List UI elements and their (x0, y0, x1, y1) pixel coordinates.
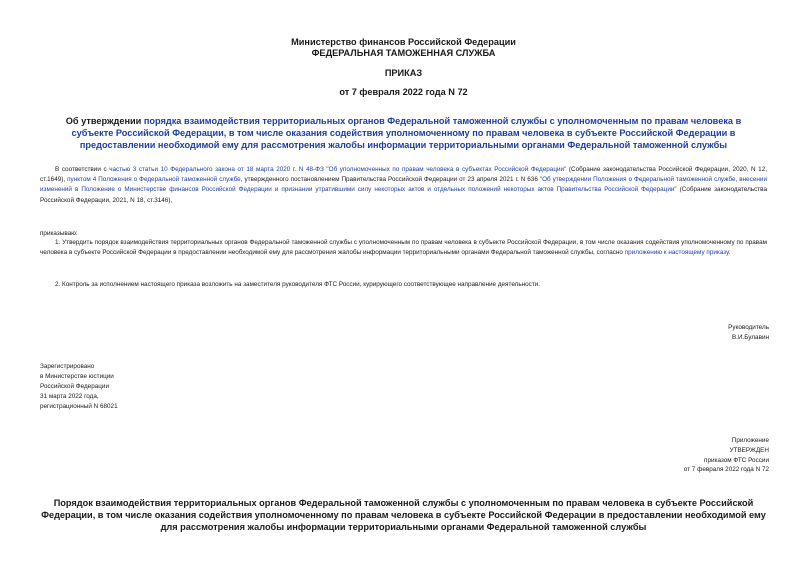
signature-block (728, 323, 769, 342)
order-item-1 (40, 238, 767, 258)
preamble-paragraph (40, 165, 767, 206)
registration-line: Российской Федерации (40, 383, 109, 390)
item-1-end: . (728, 249, 731, 257)
order-title (46, 115, 761, 152)
registration-line: 31 марта 2022 года, (40, 393, 99, 400)
appendix-line: Приложение (731, 437, 769, 444)
order-item-2: 2. Контроль за исполнением настоящего приказа возложить на заместителя руководителя ФТС России, курирующего соответствующее направление деятельности. (55, 281, 541, 288)
appendix-link[interactable]: приложению к настоящему приказу (624, 249, 729, 257)
appendix-line: от 7 февраля 2022 года N 72 (683, 466, 769, 474)
appendix-line: УТВЕРЖДЕН (729, 446, 769, 454)
resolution-link[interactable]: "Об утверждении Положения о Федеральной таможенной службе, внесении изменений в Положение о Министерстве финансов Российской Федерации и признании утратившими силу некоторых актов и отдельных положений некоторых актов Правительства Российской Федерации" (40, 176, 767, 194)
appendix-stamp (684, 436, 769, 475)
regulation-link[interactable]: пунктом 4 Положения о Федеральной таможенной службе (67, 176, 241, 184)
signer-role: Руководитель (728, 324, 769, 331)
ministry-name: Министерство финансов Российской Федерации (291, 37, 516, 47)
appendix-line: приказом ФТС России (704, 456, 769, 464)
appendix-title: Порядок взаимодействия территориальных органов Федеральной таможенной службы с уполномоченным по правам человека в субъекте Российской Федерации, в том числе оказания содействия уполномоченному по правам человека в субъекте Российской Федерации в предоставлении необходимой ему для рассмотрения жалобы информации территориальными органами Федеральной таможенной службы (41, 498, 766, 532)
order-title-link[interactable]: порядка взаимодействия территориальных органов Федеральной таможенной службы с уполномоченным по правам человека в субъекте Российской Федерации, в том числе оказания содействия уполномоченному по правам человека в субъекте Российской Федерации в предоставлении необходимой ему для рассмотрения жалобы информации территориальными органами Федеральной таможенной службы (71, 116, 742, 151)
preamble-text-3: , утвержденного постановлением Правительства Российской Федерации от 23 апреля 2021 г. N 636 (240, 176, 540, 184)
order-word: приказываю: (40, 230, 78, 237)
preamble-text-1: В соответствии с (55, 166, 110, 173)
document-type: ПРИКАЗ (384, 68, 423, 78)
signer-name: В.И.Булавин (731, 333, 769, 341)
registration-line: Зарегистрировано (40, 363, 95, 370)
registration-block (40, 362, 118, 412)
registration-line: регистрационный N 68021 (40, 403, 118, 410)
preamble-text-4: (Собрание законодательства Российской Федерации, 2021, N 18, ст.3146), (40, 186, 767, 204)
document-date-number: от 7 февраля 2022 года N 72 (339, 87, 468, 97)
order-title-prefix: Об утверждении (65, 116, 144, 126)
registration-line: в Министерстве юстиции (40, 373, 114, 380)
service-name: ФЕДЕРАЛЬНАЯ ТАМОЖЕННАЯ СЛУЖБА (311, 48, 496, 58)
item-1-text: 1. Утвердить порядок взаимодействия территориальных органов Федеральной таможенной службы с уполномоченным по правам человека в субъекте Российской Федерации, в том числе оказания содействия уполномоченному по правам человека в субъекте Российской Федерации в предоставлении необходимой ему для рассмотрения жалобы информации территориальными органами Федеральной таможенной службы, согласно (40, 239, 767, 257)
document-header (0, 37, 807, 59)
law-link[interactable]: частью 3 статьи 10 Федерального закона от 18 марта 2020 г. N 48-ФЗ "Об уполномоченных по правам человека в субъектах Российской Федерации" (109, 166, 567, 173)
preamble-text-2: (Собрание законодательства Российской Федерации, 2020, N 12, ст.1649), (40, 166, 767, 184)
